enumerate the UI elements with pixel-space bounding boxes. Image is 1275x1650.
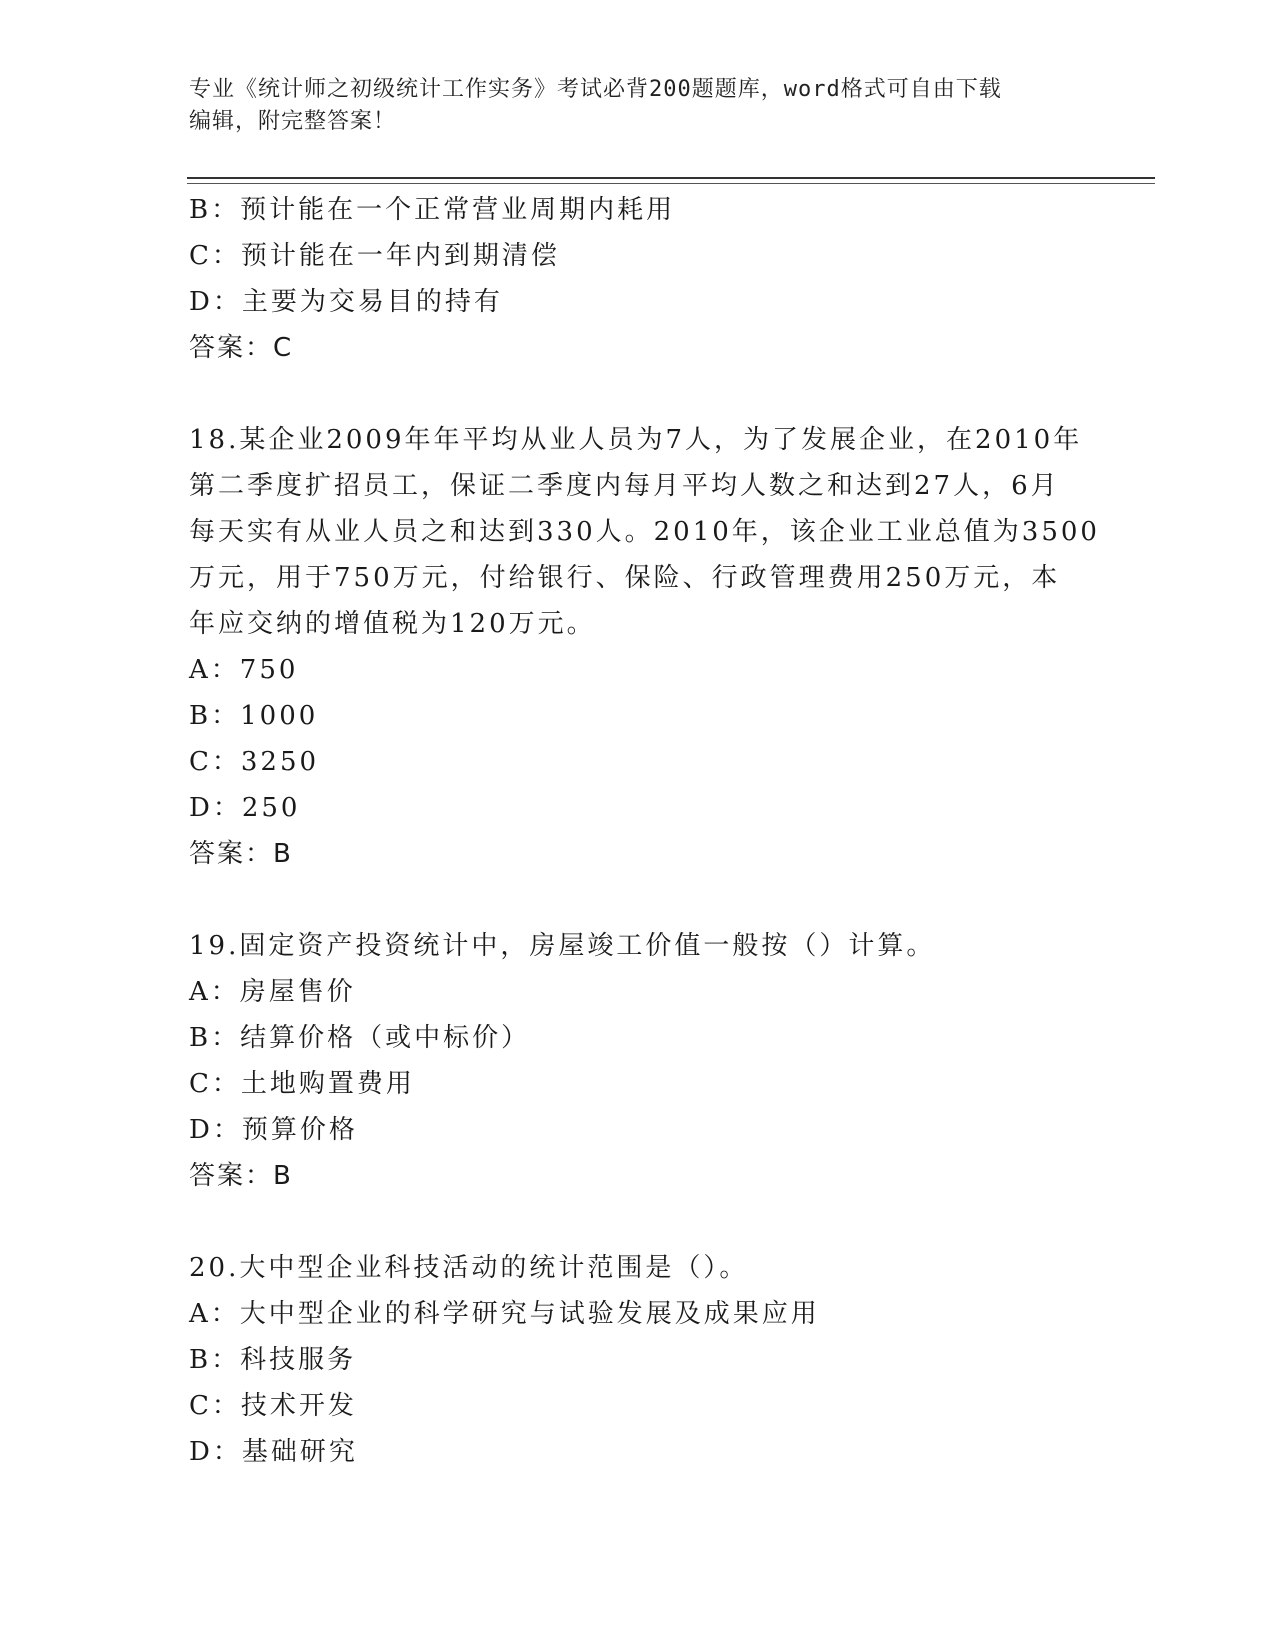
question-stem: 20.大中型企业科技活动的统计范围是（）。 <box>189 1253 749 1283</box>
header-line-2: 编辑，附完整答案！ <box>189 109 397 134</box>
answer-label: 答案：C <box>189 333 294 363</box>
option-a: A：750 <box>189 655 299 685</box>
option-c: C：3250 <box>189 747 320 777</box>
option-c: C：土地购置费用 <box>189 1069 415 1099</box>
question-stem-line: 年应交纳的增值税为120万元。 <box>189 609 596 639</box>
question-20-block <box>189 1245 1089 1475</box>
question-17-block <box>189 187 1089 371</box>
option-b: B：1000 <box>189 701 319 731</box>
question-stem-line: 18.某企业2009年年平均从业人员为7人，为了发展企业，在2010年 <box>189 425 1083 455</box>
option-d: D：主要为交易目的持有 <box>189 287 503 317</box>
question-stem-line: 万元，用于750万元，付给银行、保险、行政管理费用250万元，本 <box>189 563 1061 593</box>
option-c: C：预计能在一年内到期清偿 <box>189 241 560 271</box>
option-c: C：技术开发 <box>189 1391 357 1421</box>
question-18-block <box>189 417 1100 877</box>
page-header <box>189 74 1089 138</box>
question-stem: 19.固定资产投资统计中，房屋竣工价值一般按（）计算。 <box>189 931 936 961</box>
header-divider-thick <box>187 177 1155 179</box>
question-19-block <box>189 923 1089 1199</box>
option-a: A：大中型企业的科学研究与试验发展及成果应用 <box>189 1299 820 1329</box>
spacer <box>189 1199 1089 1245</box>
answer-label: 答案：B <box>189 839 293 869</box>
question-stem-line: 每天实有从业人员之和达到330人。2010年，该企业工业总值为3500 <box>189 517 1100 547</box>
option-d: D：预算价格 <box>189 1115 358 1145</box>
header-divider-thin <box>187 183 1155 184</box>
option-b: B：科技服务 <box>189 1345 357 1375</box>
option-d: D：250 <box>189 793 301 823</box>
spacer <box>189 877 1089 923</box>
option-b: B：预计能在一个正常营业周期内耗用 <box>189 195 676 225</box>
answer-label: 答案：B <box>189 1161 293 1191</box>
option-d: D：基础研究 <box>189 1437 358 1467</box>
spacer <box>189 371 1089 417</box>
question-stem-line: 第二季度扩招员工，保证二季度内每月平均人数之和达到27人，6月 <box>189 471 1060 501</box>
option-b: B：结算价格（或中标价） <box>189 1023 531 1053</box>
option-a: A：房屋售价 <box>189 977 356 1007</box>
question-content <box>189 187 1100 1475</box>
header-line-1: 专业《统计师之初级统计工作实务》考试必背200题题库，word格式可自由下载 <box>189 77 1002 102</box>
